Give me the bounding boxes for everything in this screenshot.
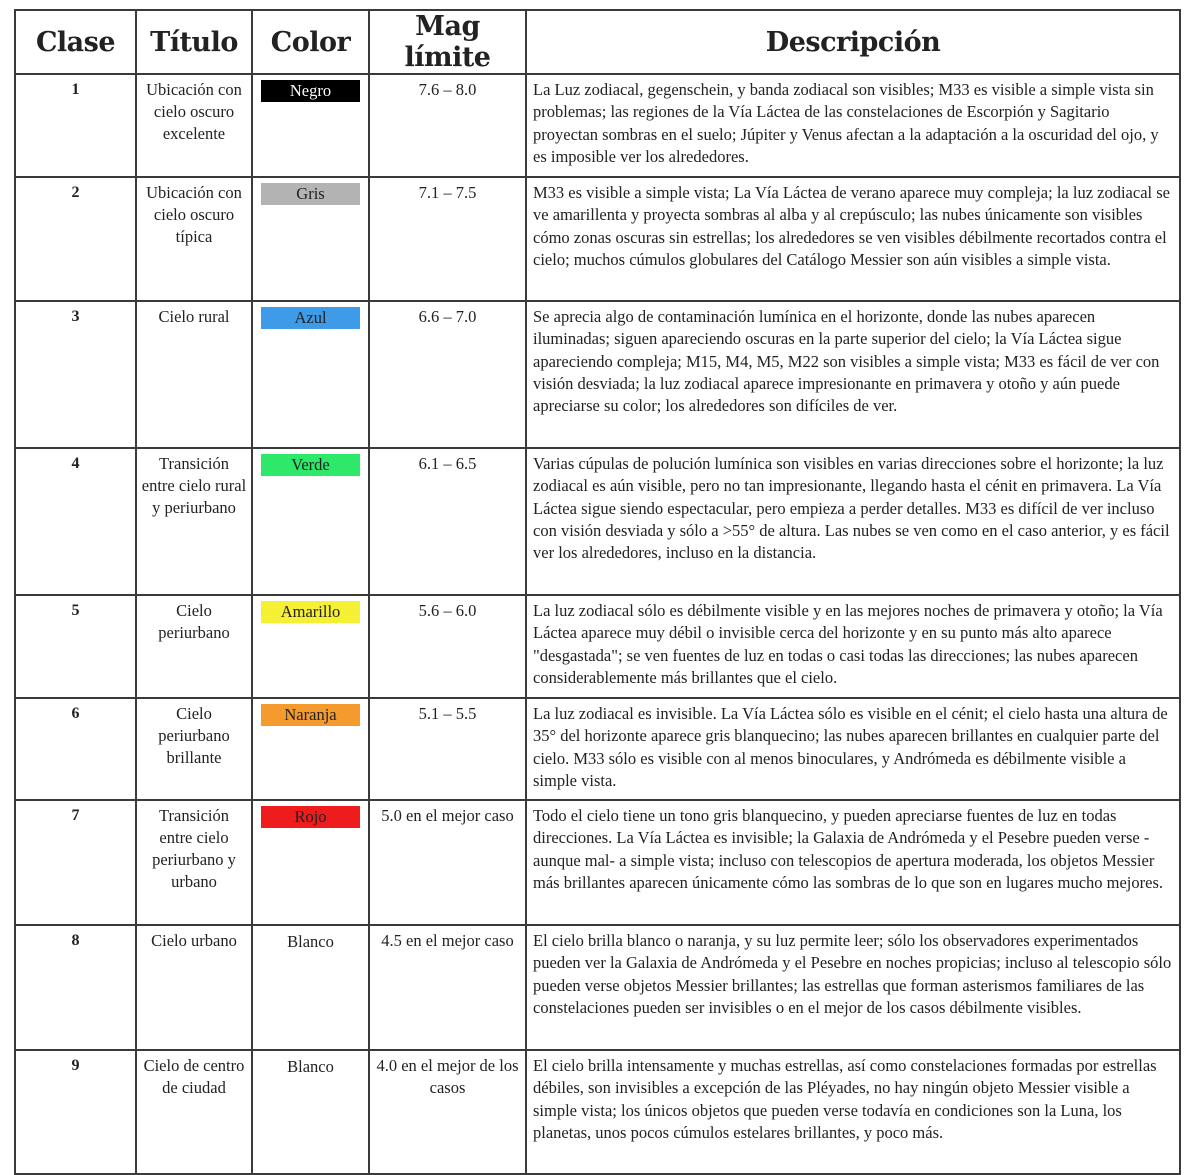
color-cell: [252, 301, 369, 448]
mag-cell: 4.0 en el mejor de los casos: [369, 1050, 526, 1174]
titulo-cell: Cielo rural: [136, 301, 252, 448]
titulo-cell: Cielo periurbano brillante: [136, 698, 252, 800]
titulo-cell: Ubicación con cielo oscuro típica: [136, 177, 252, 301]
header-row: [15, 10, 1180, 74]
table-row: [15, 800, 1180, 925]
clase-cell: 3: [15, 301, 136, 448]
color-cell: [252, 177, 369, 301]
color-swatch: Amarillo: [261, 601, 360, 623]
color-cell: [252, 1050, 369, 1174]
titulo-cell: Cielo urbano: [136, 925, 252, 1050]
color-cell: [252, 925, 369, 1050]
mag-cell: 4.5 en el mejor caso: [369, 925, 526, 1050]
clase-cell: 7: [15, 800, 136, 925]
titulo-cell: Transición entre cielo rural y periurbano: [136, 448, 252, 595]
descripcion-cell: La luz zodiacal sólo es débilmente visible y en las mejores noches de primavera y otoño; la Vía Láctea aparece muy débil o invisible cerca del horizonte y en su punto más alto aparece "desgastada"; se ven fuentes de luz en todas o casi todas las direcciones; las nubes aparecen considerablemente más brillantes que el cielo.: [526, 595, 1180, 698]
table-row: [15, 74, 1180, 177]
descripcion-cell: La Luz zodiacal, gegenschein, y banda zodiacal son visibles; M33 es visible a simple vista sin problemas; las regiones de la Vía Láctea de las constelaciones de Escorpión y Sagitario proyectan sombras en el suelo; Júpiter y Venus afectan a la adaptación a la oscuridad del ojo, y es imposible ver los alrededores.: [526, 74, 1180, 177]
color-swatch: Negro: [261, 80, 360, 102]
mag-cell: 6.6 – 7.0: [369, 301, 526, 448]
descripcion-cell: El cielo brilla intensamente y muchas estrellas, así como constelaciones formadas por estrellas débiles, son invisibles a excepción de las Pléyades, no hay ningún objeto Messier visible a simple vista; los únicos objetos que pueden verse todavía en condiciones son la Luna, los planetas, unos pocos cúmulos estelares brillantes, y poco más.: [526, 1050, 1180, 1174]
descripcion-cell: Todo el cielo tiene un tono gris blanquecino, y pueden apreciarse fuentes de luz en todas direcciones. La Vía Láctea es invisible; la Galaxia de Andrómeda y el Pesebre pueden verse -aunque mal- a simple vista; incluso con telescopios de apertura moderada, los objetos Messier más brillantes aparecen únicamente cómo las sombras de lo que son en lugares mucho mejores.: [526, 800, 1180, 925]
table-row: [15, 177, 1180, 301]
clase-cell: 8: [15, 925, 136, 1050]
mag-cell: 5.0 en el mejor caso: [369, 800, 526, 925]
bortle-scale-table: [14, 9, 1181, 1175]
clase-cell: 6: [15, 698, 136, 800]
header-color: Color: [252, 10, 369, 74]
color-cell: [252, 698, 369, 800]
clase-cell: 2: [15, 177, 136, 301]
descripcion-cell: La luz zodiacal es invisible. La Vía Láctea sólo es visible en el cénit; el cielo hasta una altura de 35° del horizonte aparece gris blanquecino; las nubes aparecen brillantes en cualquier parte del cielo. M33 sólo es visible con al menos binoculares, y Andrómeda es débilmente visible a simple vista.: [526, 698, 1180, 800]
table-row: [15, 301, 1180, 448]
color-swatch: Verde: [261, 454, 360, 476]
clase-cell: 1: [15, 74, 136, 177]
clase-cell: 9: [15, 1050, 136, 1174]
header-descripcion: Descripción: [526, 10, 1180, 74]
header-clase: Clase: [15, 10, 136, 74]
color-swatch: Rojo: [261, 806, 360, 828]
mag-cell: 7.6 – 8.0: [369, 74, 526, 177]
color-cell: [252, 448, 369, 595]
header-titulo: Título: [136, 10, 252, 74]
color-swatch: Naranja: [261, 704, 360, 726]
mag-cell: 5.1 – 5.5: [369, 698, 526, 800]
table-row: [15, 448, 1180, 595]
color-label: Blanco: [287, 932, 334, 951]
clase-cell: 5: [15, 595, 136, 698]
mag-cell: 6.1 – 6.5: [369, 448, 526, 595]
table-row: [15, 925, 1180, 1050]
table-row: [15, 595, 1180, 698]
color-cell: [252, 74, 369, 177]
mag-cell: 5.6 – 6.0: [369, 595, 526, 698]
color-cell: [252, 800, 369, 925]
color-label: Blanco: [287, 1057, 334, 1076]
titulo-cell: Cielo periurbano: [136, 595, 252, 698]
color-cell: [252, 595, 369, 698]
titulo-cell: Ubicación con cielo oscuro excelente: [136, 74, 252, 177]
table-row: [15, 1050, 1180, 1174]
color-swatch: Azul: [261, 307, 360, 329]
descripcion-cell: Varias cúpulas de polución lumínica son visibles en varias direcciones sobre el horizonte; la luz zodiacal es aún visible, pero no tan impresionante, llegando hasta el cénit en primavera. La Vía Láctea sigue siendo espectacular, pero empieza a perder detalles. M33 es difícil de ver incluso con visión desviada y sólo a >55° de altura. Las nubes se ven como en el caso anterior, y es fácil ver los alrededores, incluso en la distancia.: [526, 448, 1180, 595]
descripcion-cell: El cielo brilla blanco o naranja, y su luz permite leer; sólo los observadores experimentados pueden ver la Galaxia de Andrómeda y el Pesebre en noches propicias; incluso al telescopio sólo pueden verse objetos Messier brillantes; las estrellas que forman asterismos familiares de las constelaciones pueden ser invisibles o en el mejor de los casos débilmente visibles.: [526, 925, 1180, 1050]
color-swatch: Gris: [261, 183, 360, 205]
titulo-cell: Transición entre cielo periurbano y urbano: [136, 800, 252, 925]
mag-cell: 7.1 – 7.5: [369, 177, 526, 301]
titulo-cell: Cielo de centro de ciudad: [136, 1050, 252, 1174]
header-mag-limite: Mag límite: [369, 10, 526, 74]
table-row: [15, 698, 1180, 800]
descripcion-cell: M33 es visible a simple vista; La Vía Láctea de verano aparece muy compleja; la luz zodiacal se ve amarillenta y proyecta sombras al alba y al crepúsculo; las nubes únicamente son visibles cómo zonas oscuras sin estrellas; los alrededores se ven visibles débilmente recortados contra el cielo; muchos cúmulos globulares del Catálogo Messier son aún visibles a simple vista.: [526, 177, 1180, 301]
clase-cell: 4: [15, 448, 136, 595]
descripcion-cell: Se aprecia algo de contaminación lumínica en el horizonte, donde las nubes aparecen iluminadas; siguen apareciendo oscuras en la parte superior del cielo; la Vía Láctea sigue apareciendo compleja; M15, M4, M5, M22 son visibles a simple vista; M33 es fácil de ver con visión desviada; la luz zodiacal aparece impresionante en primavera y otoño y aún puede apreciarse su color; los alrededores son difíciles de ver.: [526, 301, 1180, 448]
